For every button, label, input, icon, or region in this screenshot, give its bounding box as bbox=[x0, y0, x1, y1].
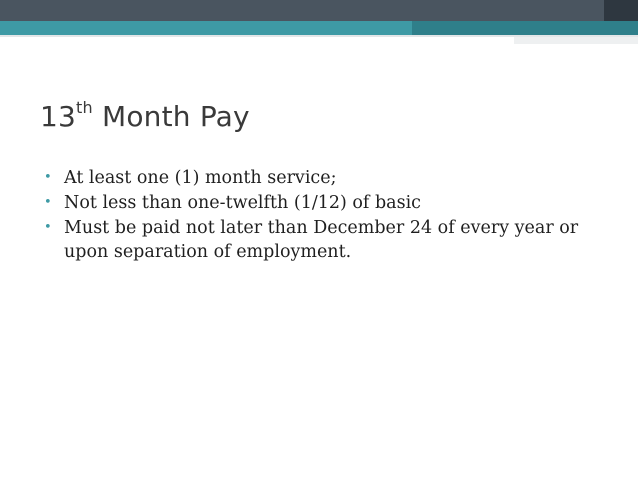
list-item-text: Must be paid not later than December 24 of every year or upon separation of employment. bbox=[64, 218, 579, 262]
list-item-text: At least one (1) month service; bbox=[64, 168, 337, 188]
list-item-text: Not less than one-twelfth (1/12) of basic bbox=[64, 193, 421, 213]
list-item bbox=[44, 216, 604, 264]
slide-title bbox=[40, 100, 250, 133]
header-band-right-segment bbox=[604, 0, 638, 21]
slide-title-number: 13 bbox=[40, 100, 77, 133]
slide-title-superscript: th bbox=[76, 98, 93, 117]
divider-line-right bbox=[514, 37, 638, 44]
bullet-icon: • bbox=[44, 195, 52, 210]
list-item bbox=[44, 166, 604, 190]
accent-band-light-segment bbox=[0, 21, 412, 35]
header-band bbox=[0, 0, 638, 21]
bullet-list bbox=[44, 166, 604, 265]
accent-band bbox=[0, 21, 638, 35]
bullet-icon: • bbox=[44, 170, 52, 185]
slide-title-text: Month Pay bbox=[92, 100, 250, 133]
list-item bbox=[44, 191, 604, 215]
bullet-icon: • bbox=[44, 220, 52, 235]
